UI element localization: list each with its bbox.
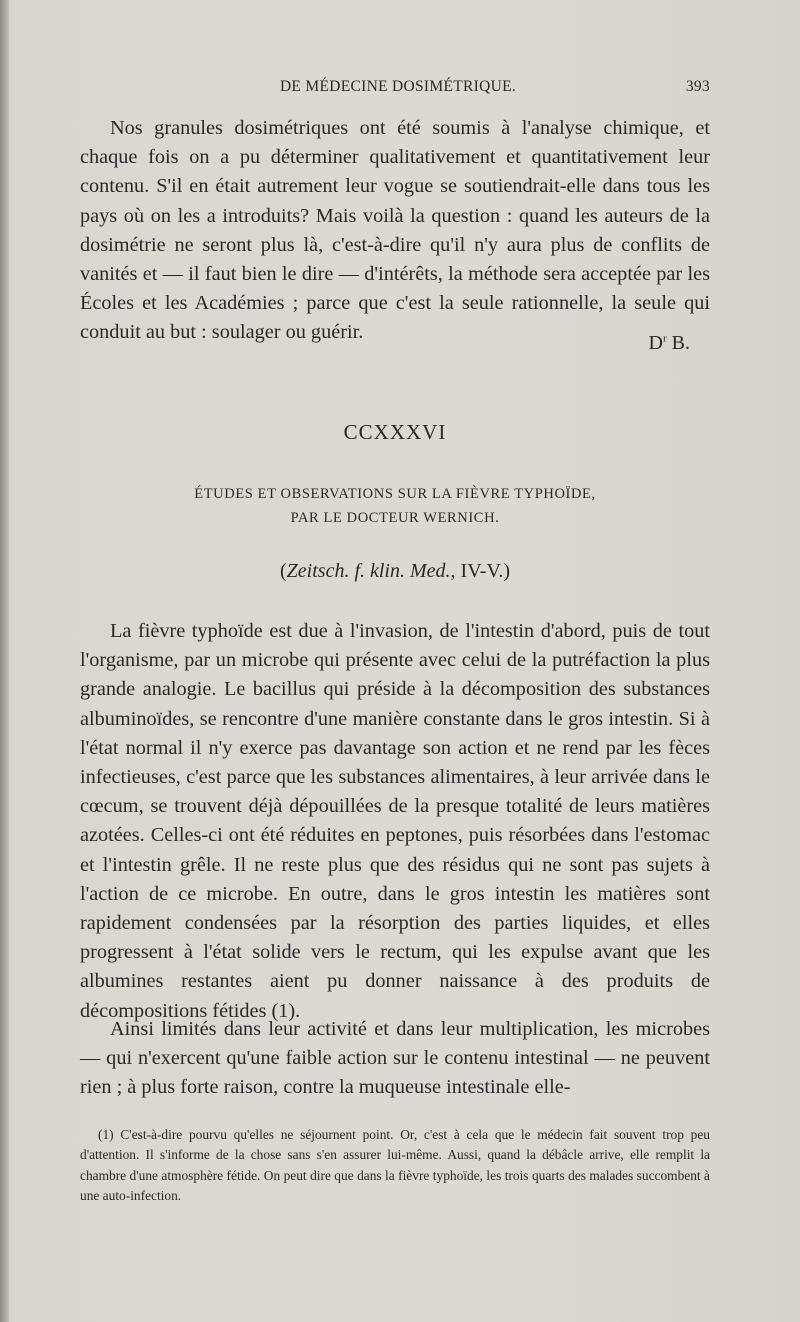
- source-open: (: [280, 560, 287, 582]
- body-paragraph-1: La fièvre typhoïde est due à l'invasion, de l'intestin d'abord, puis de tout l'organisme, par un microbe qui présente avec celui de la putréfaction la plus grande analogie. Le bacillus qui préside à la décomposition des substances albuminoïdes, se rencontre d'une manière constante dans le gros intestin. Si à l'état normal il n'y exerce pas davantage son action et ne rend par les fèces infectieuses, c'est parce que les substances alimentaires, à leur arrivée dans le cœcum, se trouvent déjà dépouillées de la presque totalité de leurs matières azotées. Celles-ci ont été réduites en peptones, puis résorbées dans l'estomac et l'intestin grêle. Il ne reste plus que des résidus qui ne sont pas sujets à l'action de ce microbe. En outre, dans le gros intestin les matières sont rapidement condensées par la résorption des parties liquides, et elles progressent à l'état solide vers le rectum, qui les expulse avant que les albumines restantes aient pu donner naissance à des produits de décompositions fétides (1).: [80, 620, 710, 1022]
- body-block-1: [80, 617, 710, 1026]
- page-number: 393: [685, 78, 710, 95]
- intro-block: [80, 114, 710, 348]
- running-head: [86, 78, 710, 100]
- section-number: CCXXXVI: [343, 420, 447, 444]
- signature-sup: r: [662, 332, 667, 345]
- source-journal: Zeitsch. f. klin. Med.: [286, 560, 451, 582]
- source-citation: [80, 560, 710, 583]
- signature-name: B.: [666, 332, 690, 354]
- intro-paragraph: Nos granules dosimétriques ont été soumis à l'analyse chimique, et chaque fois on a pu déterminer qualitativement et quantitativement leur contenu. S'il en était autrement leur vogue se soutiendrait-elle dans tous les pays où on les a introduits? Mais voilà la question : quand les auteurs de la dosimétrie ne seront plus là, c'est-à-dire qu'il n'y aura plus de conflits de vanités et — il faut bien le dire — d'intérêts, la méthode sera acceptée par les Écoles et les Académies ; parce que c'est la seule rationnelle, la seule qui conduit au but : soulager ou guérir.: [80, 117, 710, 344]
- body-paragraph-2: Ainsi limités dans leur activité et dans leur multiplication, les microbes — qui n'exercent qu'une faible action sur le contenu intestinal — ne peuvent rien ; à plus forte raison, contre la muqueuse intestinale elle-: [80, 1018, 710, 1099]
- page-spine-shadow: [0, 0, 9, 1322]
- signature-prefix: D: [648, 332, 663, 354]
- author-signature: [649, 332, 690, 355]
- article-title-line-1: ÉTUDES ET OBSERVATIONS SUR LA FIÈVRE TYPHOÏDE,: [194, 486, 596, 502]
- article-title-line-2: PAR LE DOCTEUR WERNICH.: [290, 510, 500, 526]
- footnote: [80, 1125, 710, 1206]
- body-block-2: [80, 1015, 710, 1103]
- footnote-text: (1) C'est-à-dire pourvu qu'elles ne séjournent point. Or, c'est à cela que le médecin fait souvent trop peu d'attention. Il s'informe de la chose sans s'en assurer lui-même. Aussi, quand la débâcle arrive, elle remplit la chambre d'une atmosphère fétide. On peut dire que dans la fièvre typhoïde, les trois quarts des malades succombent à une auto-infection.: [80, 1127, 710, 1203]
- source-rest: , IV-V.): [450, 560, 510, 582]
- running-head-title: DE MÉDECINE DOSIMÉTRIQUE.: [279, 78, 517, 95]
- article-title: [80, 482, 710, 530]
